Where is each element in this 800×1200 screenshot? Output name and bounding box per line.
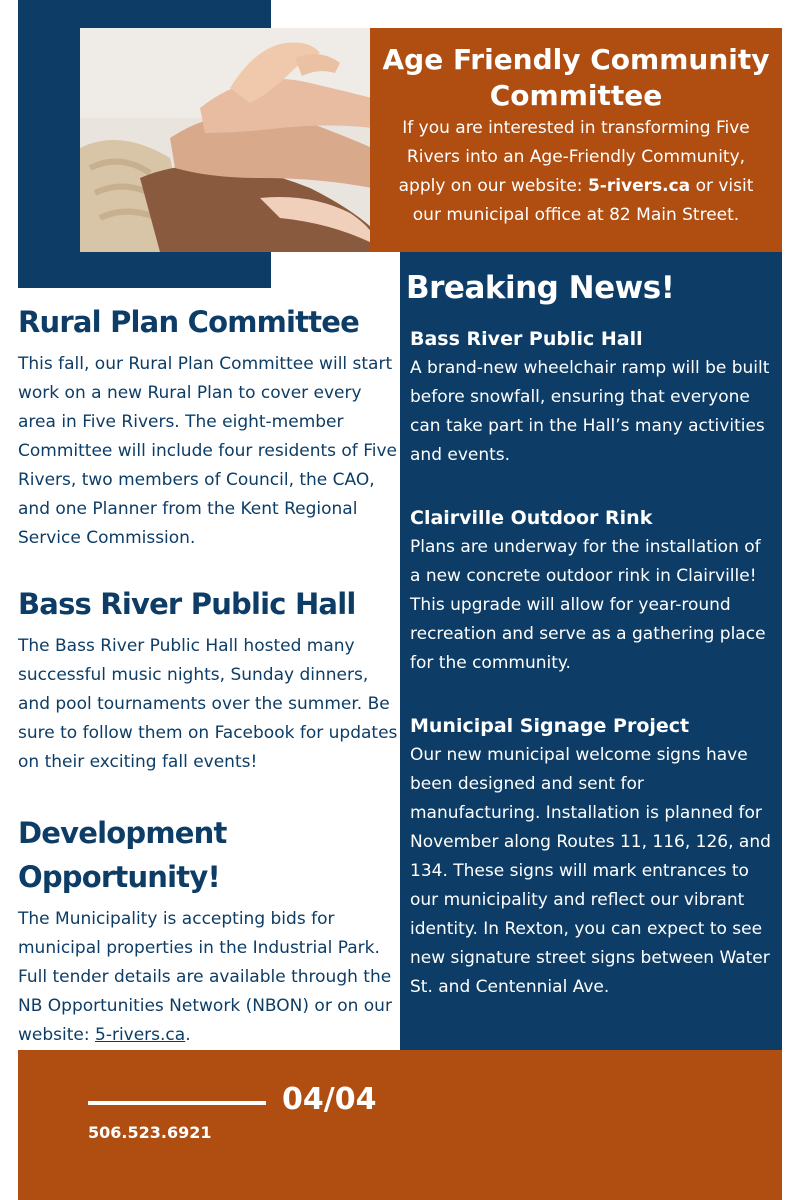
- stacked-hands-photo: [80, 28, 372, 252]
- news-item: [410, 711, 776, 1002]
- promo-text: [388, 114, 764, 230]
- footer-divider: [88, 1101, 266, 1105]
- promo-text-after: or visit our municipal office at 82 Main Street.: [412, 176, 754, 225]
- breaking-news-heading: Breaking News!: [406, 270, 675, 306]
- page-number: 04/04: [282, 1082, 377, 1117]
- rural-plan-section: [18, 300, 398, 553]
- breaking-news-panel: [400, 252, 782, 1050]
- development-end: .: [185, 1025, 191, 1045]
- bass-river-title: Bass River Public Hall: [18, 587, 356, 621]
- news-item-title: Bass River Public Hall: [410, 328, 643, 350]
- development-text: The Municipality is accepting bids for municipal properties in the Industrial Park. Full tender details are available through the NB Opportunities Network (NBON) or on our website:: [18, 909, 392, 1045]
- rural-plan-title: Rural Plan Committee: [18, 305, 360, 339]
- promo-website[interactable]: 5-rivers.ca: [587, 176, 691, 196]
- hands-illustration: [80, 28, 372, 252]
- bass-river-section: [18, 582, 398, 777]
- promo-text-before: If you are interested in transforming Five Rivers into an Age-Friendly Community, apply on our website:: [398, 118, 750, 196]
- bass-river-body: The Bass River Public Hall hosted many successful music nights, Sunday dinners, and pool tournaments over the summer. Be sure to follow them on Facebook for updates on their exciting fall events!: [18, 636, 398, 772]
- promo-title: Age Friendly Community Committee: [382, 43, 770, 112]
- news-item-body: Our new municipal welcome signs have been designed and sent for manufacturing. Installation is planned for November along Routes 11, 116, 126, and 134. These signs will mark entrances to our municipality and reflect our vibrant identity. In Rexton, you can expect to see new signature street signs between Water St. and Centennial Ave.: [410, 745, 771, 997]
- phone-number: 506.523.6921: [88, 1123, 212, 1142]
- news-item-body: Plans are underway for the installation of a new concrete outdoor rink in Clairville! This upgrade will allow for year-round recreation and serve as a gathering place for the community.: [410, 537, 766, 673]
- development-body: [18, 905, 398, 1050]
- website-link[interactable]: 5-rivers.ca: [95, 1025, 186, 1045]
- news-item-title: Clairville Outdoor Rink: [410, 507, 653, 529]
- news-item-body: A brand-new wheelchair ramp will be built before snowfall, ensuring that everyone can take part in the Hall’s many activities and events.: [410, 358, 770, 465]
- news-item-title: Municipal Signage Project: [410, 715, 690, 737]
- rural-plan-body: This fall, our Rural Plan Committee will start work on a new Rural Plan to cover every area in Five Rivers. The eight-member Committee will include four residents of Five Rivers, two members of Council, the CAO, and one Planner from the Kent Regional Service Commission.: [18, 354, 397, 548]
- development-section: [18, 811, 398, 1050]
- footer: [18, 1050, 782, 1200]
- age-friendly-promo: [370, 28, 782, 252]
- news-item: [410, 324, 776, 470]
- development-title: Development Opportunity!: [18, 816, 227, 894]
- news-item: [410, 503, 776, 678]
